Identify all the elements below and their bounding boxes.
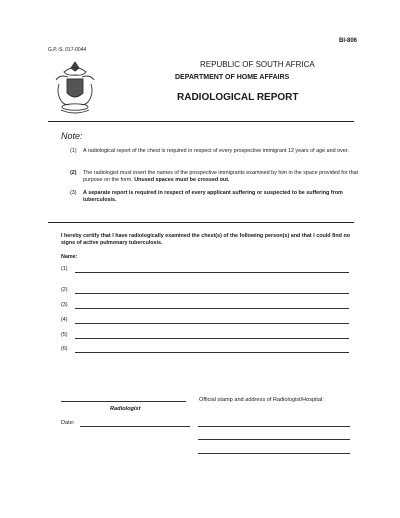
country-heading: REPUBLIC OF SOUTH AFRICA: [200, 60, 315, 69]
name-row-label-6: (6): [61, 346, 68, 352]
note-item-3: [70, 190, 360, 204]
note-number: (1): [70, 148, 77, 154]
divider-top: [48, 121, 354, 122]
date-label: Date:: [61, 420, 75, 426]
name-field-1[interactable]: [75, 272, 349, 273]
radiologist-signature-field[interactable]: [61, 401, 186, 402]
note-text: A separate report is required in respect of every applicant suffering or suspected to be suffering from tuberculosis.: [83, 190, 343, 204]
note-number: (2): [70, 170, 77, 176]
date-field[interactable]: [80, 426, 190, 427]
stamp-label: Official stamp and address of Radiologist/Hospital:: [199, 397, 324, 403]
divider-middle: [48, 222, 354, 223]
radiologist-label: Radiologist: [110, 406, 141, 412]
stamp-address-line-3[interactable]: [198, 453, 350, 454]
name-label: Name:: [61, 254, 78, 260]
note-item-1: [70, 148, 360, 155]
page-title: RADIOLOGICAL REPORT: [177, 92, 299, 103]
stamp-address-line-2[interactable]: [198, 439, 350, 440]
note-text: A radiological report of the chest is required in respect of every prospective immigrant 12 years of age and over.: [83, 148, 349, 154]
reference-number: G.P.-S. 017-0044: [48, 47, 87, 53]
name-row-label-2: (2): [61, 287, 68, 293]
name-row-label-5: (5): [61, 332, 68, 338]
note-number: (3): [70, 190, 77, 196]
note-text-plain: The radiologist must insert the names of the prospective immigrants examined by him in the space provided for that purpose on the form.: [83, 170, 359, 184]
note-text: [83, 170, 360, 184]
name-field-6[interactable]: [75, 352, 349, 353]
name-field-2[interactable]: [75, 293, 349, 294]
name-row-label-1: (1): [61, 266, 68, 272]
coat-of-arms-icon: [50, 58, 100, 118]
name-row-label-3: (3): [61, 302, 68, 308]
certification-statement: I hereby certify that I have radiologically examined the chest(s) of the following person(s) and that I could find no signs of active pulmonary tuberculosis.: [61, 233, 351, 247]
note-heading: Note:: [61, 131, 83, 141]
stamp-address-line-1[interactable]: [198, 426, 350, 427]
name-field-4[interactable]: [75, 323, 349, 324]
name-field-5[interactable]: [75, 338, 349, 339]
department-heading: DEPARTMENT OF HOME AFFAIRS: [175, 74, 290, 81]
note-text-bold: Unused spaces must be crossed out.: [134, 177, 230, 184]
note-item-2: [70, 170, 360, 184]
name-row-label-4: (4): [61, 317, 68, 323]
form-code: BI-806: [338, 38, 357, 44]
name-field-3[interactable]: [75, 308, 349, 309]
